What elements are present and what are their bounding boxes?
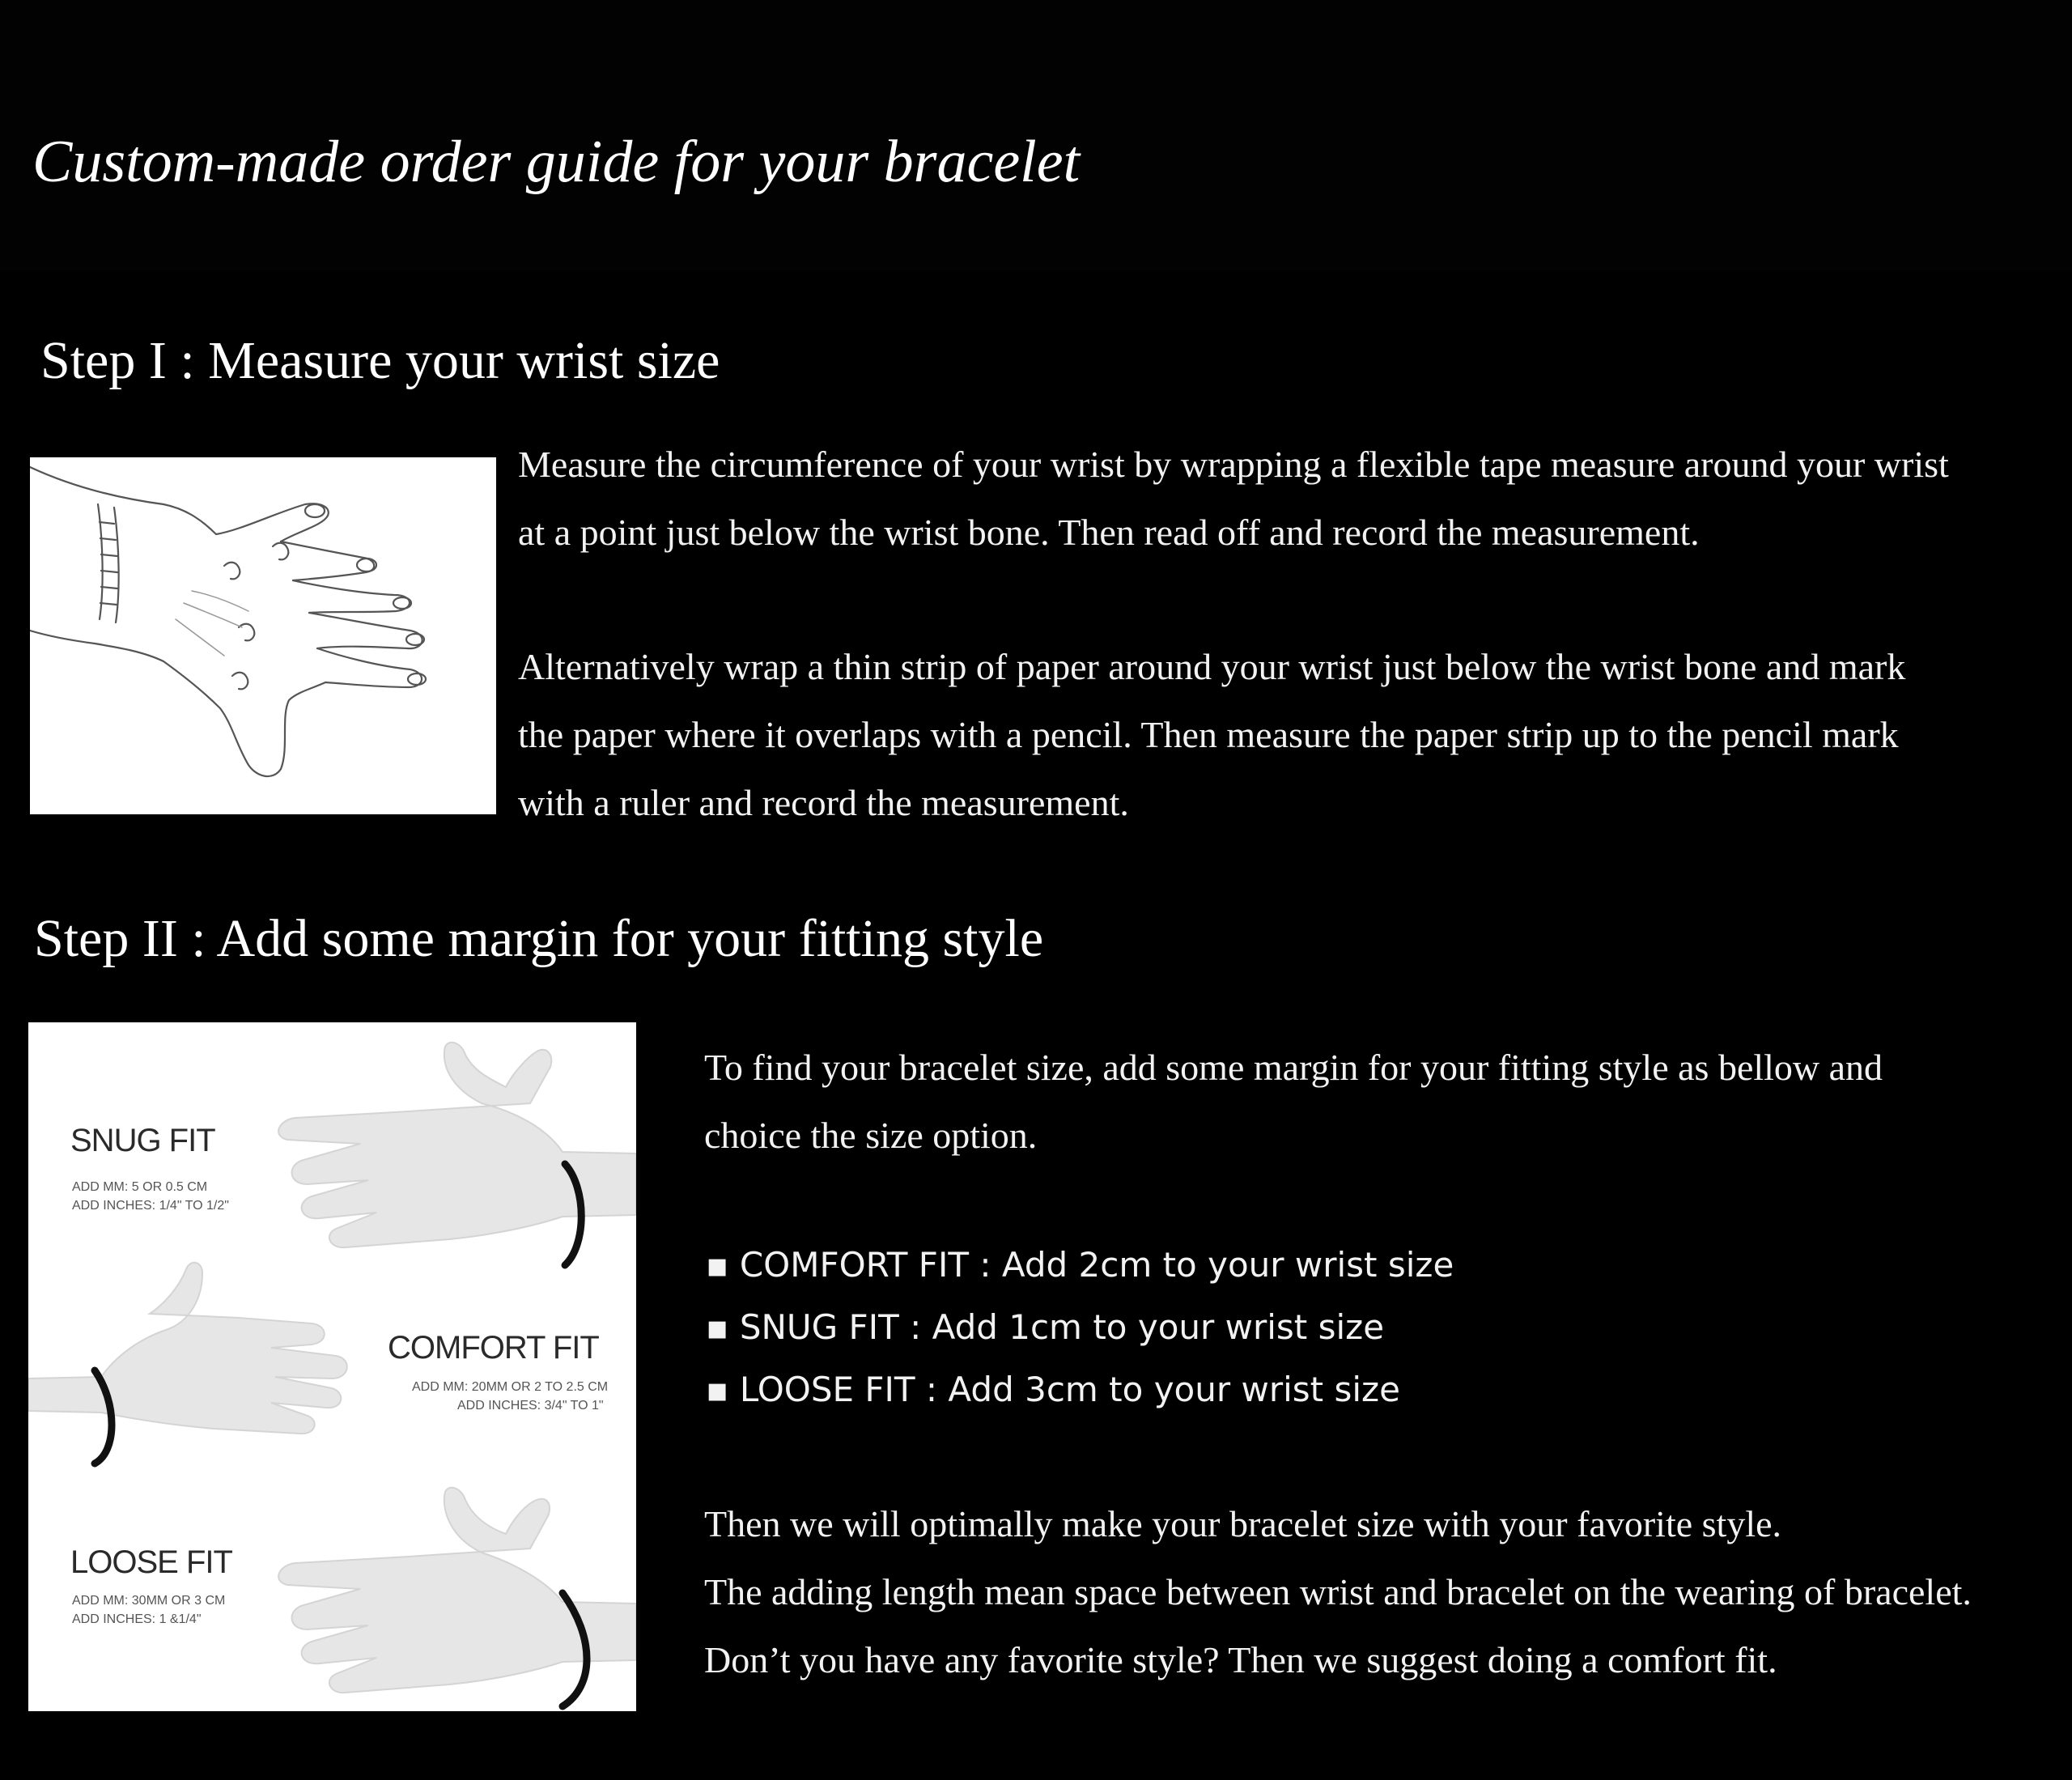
comfort-fit-inches: ADD INCHES: 3/4" TO 1"	[457, 1399, 604, 1413]
loose-fit-mm: ADD MM: 30MM OR 3 CM	[72, 1594, 226, 1608]
text-line: Measure the circumference of your wrist by wrapping a flexible tape measure around your wrist	[518, 444, 1949, 485]
hand-sketch-icon	[30, 457, 496, 814]
loose-fit-inches: ADD INCHES: 1 &1/4"	[72, 1612, 202, 1626]
fit-options-list	[706, 1234, 1454, 1421]
comfort-fit-mm: ADD MM: 20MM OR 2 TO 2.5 CM	[412, 1380, 609, 1394]
text-line: Alternatively wrap a thin strip of paper around your wrist just below the wrist bone and mark	[518, 646, 1906, 687]
text-line: the paper where it overlaps with a pencil. Then measure the paper strip up to the pencil mark	[518, 714, 1899, 755]
snug-fit-mm: ADD MM: 5 OR 0.5 CM	[72, 1180, 208, 1194]
step2-heading: Step II : Add some margin for your fitting style	[34, 909, 1044, 968]
text-line: To find your bracelet size, add some margin for your fitting style as bellow and	[704, 1047, 1883, 1088]
fit-style-chart	[28, 1022, 636, 1711]
page-title: Custom-made order guide for your bracelet	[32, 129, 1081, 195]
snug-fit-label: SNUG FIT	[70, 1123, 215, 1158]
text-line: Then we will optimally make your bracelet size with your favorite style.	[704, 1503, 1782, 1544]
step2-intro	[704, 1034, 1883, 1170]
step2-closing	[704, 1490, 1972, 1694]
step1-paragraph-2	[518, 633, 1905, 837]
list-item: ▪ SNUG FIT : Add 1cm to your wrist size	[706, 1307, 1385, 1347]
text-line: Don’t you have any favorite style? Then we suggest doing a comfort fit.	[704, 1639, 1777, 1680]
wrist-measure-illustration	[30, 457, 496, 814]
list-item: ▪ LOOSE FIT : Add 3cm to your wrist size	[706, 1370, 1400, 1409]
step1-paragraph-1	[518, 431, 1949, 567]
comfort-fit-label: COMFORT FIT	[388, 1330, 599, 1366]
text-line: with a ruler and record the measurement.	[518, 782, 1129, 823]
text-line: choice the size option.	[704, 1115, 1038, 1156]
step1-heading: Step I : Measure your wrist size	[40, 331, 720, 390]
text-line: The adding length mean space between wrist and bracelet on the wearing of bracelet.	[704, 1571, 1972, 1612]
list-item: ▪ COMFORT FIT : Add 2cm to your wrist size	[706, 1245, 1454, 1285]
snug-fit-inches: ADD INCHES: 1/4" TO 1/2"	[72, 1199, 229, 1213]
loose-fit-label: LOOSE FIT	[70, 1544, 232, 1580]
text-line: at a point just below the wrist bone. Then read off and record the measurement.	[518, 512, 1700, 553]
